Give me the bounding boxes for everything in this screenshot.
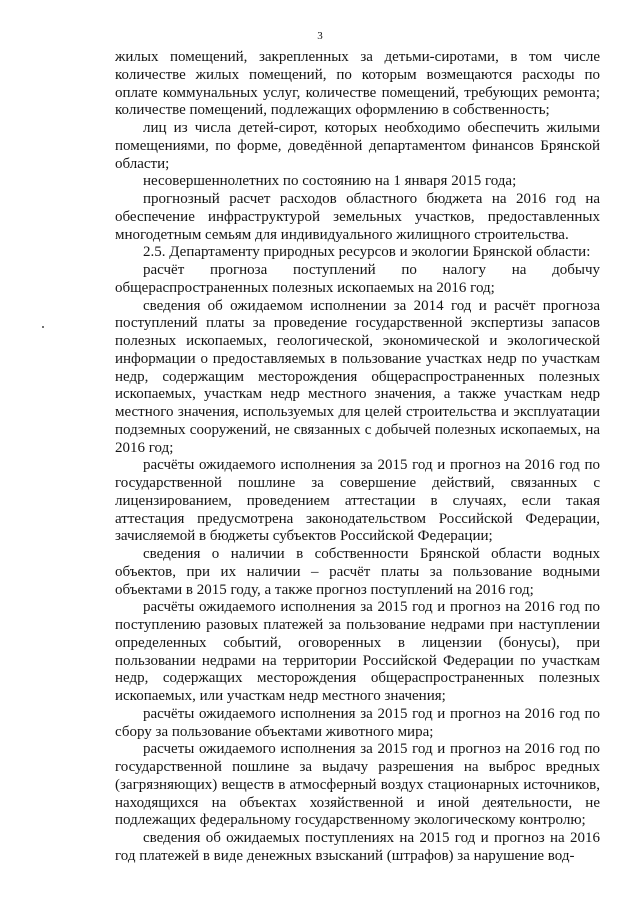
- paragraph: расчёты ожидаемого исполнения за 2015 год и прогноз на 2016 год по поступлению разовых платежей за пользование недрами при наступлении определенных событий, оговоренных в лицензии (бонусы), при пользовании недрами на территории Российской Федерации по участкам недр, содержащих месторождения общераспространенных полезных ископаемых, или участкам недр местного значения;: [115, 599, 600, 704]
- paragraph: сведения о наличии в собственности Брянской области водных объектов, при их наличии – расчёт платы за пользование водными объектами в 2015 году, а также прогноз поступлений на 2016 год;: [115, 546, 600, 598]
- paragraph: лиц из числа детей-сирот, которых необходимо обеспечить жилыми помещениями, по форме, доведённой департаментом финансов Брянской области;: [115, 120, 600, 172]
- document-body: [115, 49, 600, 866]
- paragraph: прогнозный расчет расходов областного бюджета на 2016 год на обеспечение инфраструктурой земельных участков, предоставленных многодетным семьям для индивидуального жилищного строительства.: [115, 191, 600, 243]
- paragraph: сведения об ожидаемом исполнении за 2014 год и расчёт прогноза поступлений платы за проведение государственной экспертизы запасов полезных ископаемых, геологической, экономической и экологической информации о предоставляемых в пользование участках недр по участкам недр, содержащим месторождения общераспространенных полезных ископаемых, участкам недр местного значения, а также участкам недр местного значения, используемых для целей строительства и эксплуатации подземных сооружений, не связанных с добычей полезных ископаемых, на 2016 год;: [115, 297, 600, 456]
- page-number: 3: [317, 30, 323, 42]
- section-heading: 2.5. Департаменту природных ресурсов и экологии Брянской области:: [143, 244, 591, 261]
- paragraph: несовершеннолетних по состоянию на 1 января 2015 года;: [143, 173, 517, 190]
- paragraph: сведения об ожидаемых поступлениях на 2015 год и прогноз на 2016 год платежей в виде денежных взысканий (штрафов) за нарушение вод-: [115, 830, 600, 864]
- paragraph: расчёты ожидаемого исполнения за 2015 год и прогноз на 2016 год по сбору за пользование объектами животного мира;: [115, 705, 600, 740]
- paragraph: расчёт прогноза поступлений по налогу на добычу общераспространенных полезных ископаемых на 2016 год;: [115, 262, 600, 296]
- paragraph-continuation: жилых помещений, закрепленных за детьми-сиротами, в том числе количестве жилых помещений, по которым возмещаются расходы по оплате коммунальных услуг, количестве помещений, требующих ремонта; количестве помещений, подлежащих оформлению в собственность;: [115, 49, 600, 119]
- paragraph: расчеты ожидаемого исполнения за 2015 год и прогноз на 2016 год по государственной пошлине за выдачу разрешения на выброс вредных (загрязняющих) веществ в атмосферный воздух стационарных источников, находящихся на объектах хозяйственной и иной деятельности, не подлежащих федеральному государственному экологическому контролю;: [115, 741, 600, 829]
- paragraph: расчёты ожидаемого исполнения за 2015 год и прогноз на 2016 год по государственной пошлине за совершение действий, связанных с лицензированием, проведением аттестации в случаях, если такая аттестация предусмотрена законодательством Российской Федерации, зачисляемой в бюджеты субъектов Российской Федерации;: [115, 457, 600, 545]
- margin-dot: [42, 326, 44, 328]
